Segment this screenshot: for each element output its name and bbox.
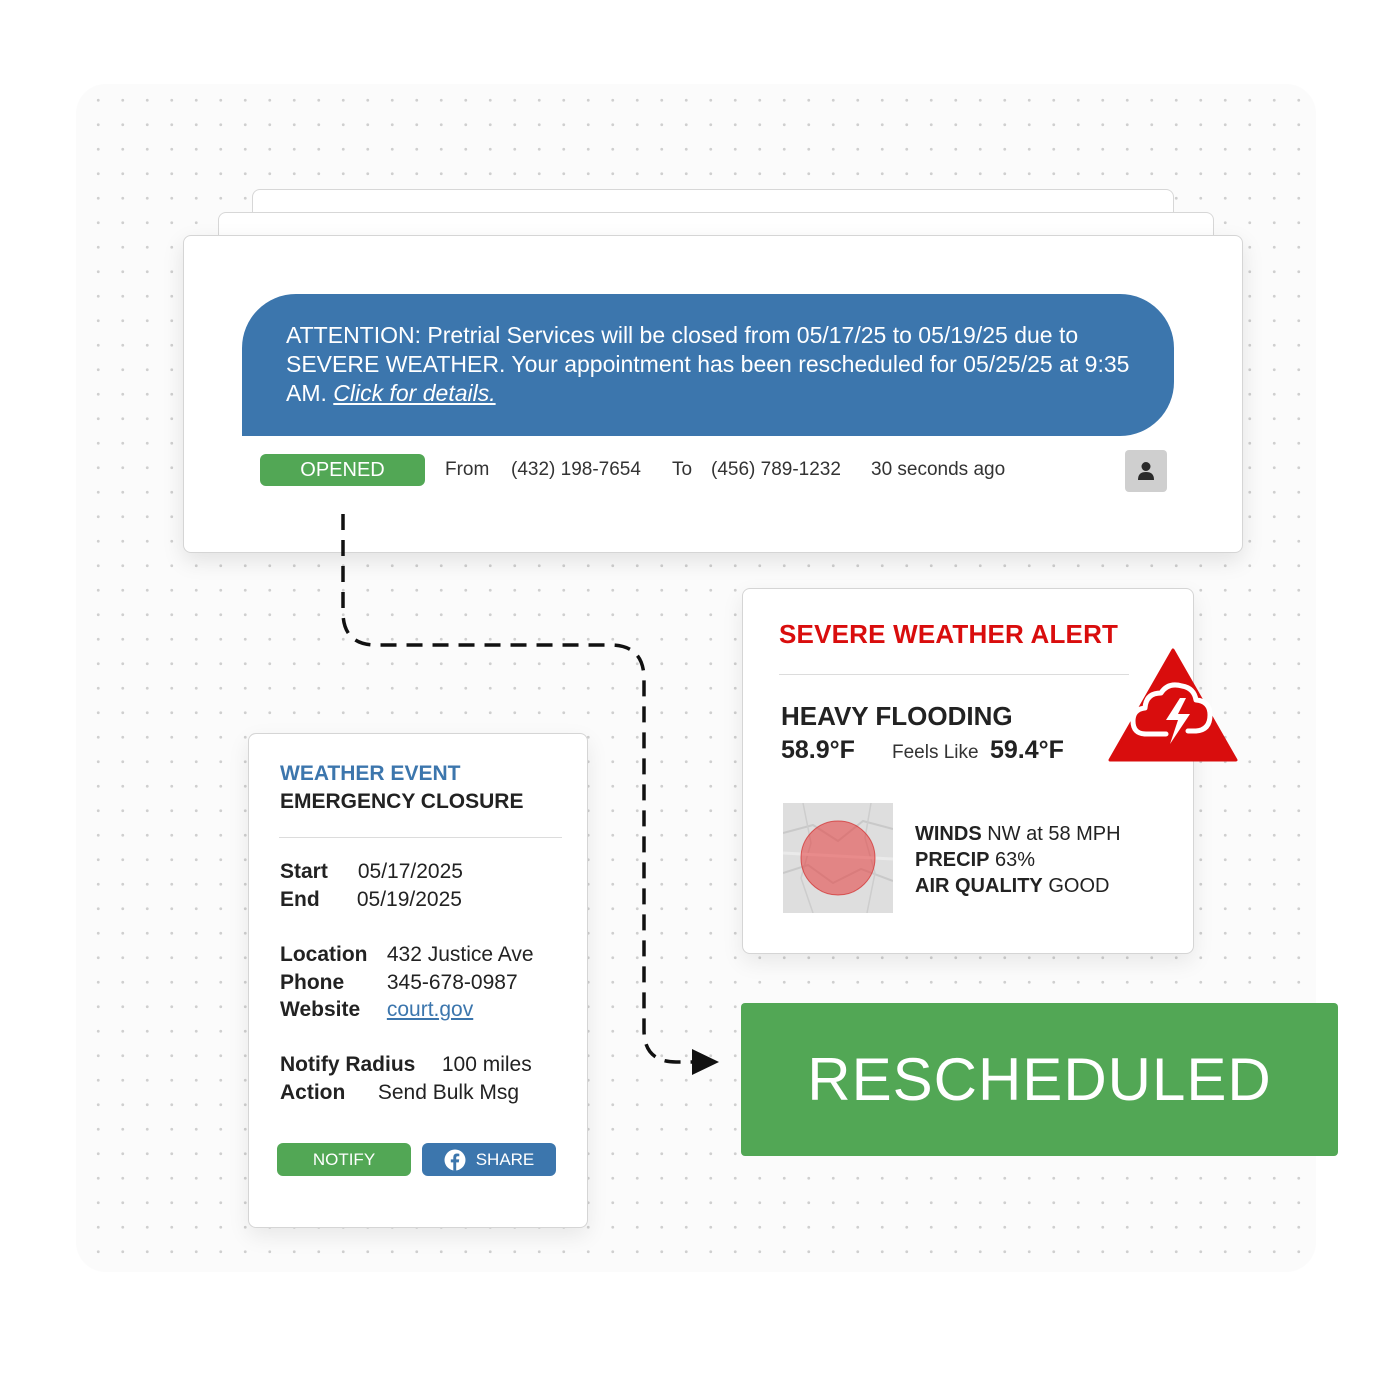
location-value: 432 Justice Ave [386, 943, 534, 966]
end-label: End [280, 888, 320, 911]
location-label: Location [280, 943, 368, 966]
air-quality-value: GOOD [1048, 875, 1110, 897]
weather-alert-card [742, 588, 1194, 954]
precip-value: 63% [995, 849, 1036, 871]
event-website-row [280, 998, 473, 1022]
message-meta-row [260, 454, 1170, 486]
event-action-row [280, 1081, 519, 1105]
notify-radius-label: Notify Radius [280, 1053, 416, 1076]
event-location-row [280, 943, 534, 967]
event-subtitle: EMERGENCY CLOSURE [280, 790, 524, 813]
phone-label: Phone [280, 971, 345, 994]
start-value: 05/17/2025 [357, 860, 463, 883]
from-label: From [445, 459, 490, 480]
to-number: (456) 789-1232 [711, 459, 841, 480]
winds-label: WINDS [915, 823, 982, 845]
event-phone-row [280, 971, 518, 995]
notify-button[interactable]: NOTIFY [277, 1143, 411, 1176]
rescheduled-status-banner: RESCHEDULED [741, 1003, 1338, 1156]
share-button-label: SHARE [475, 1150, 535, 1169]
feels-like-label: Feels Like [892, 742, 979, 763]
sms-message-card [183, 235, 1243, 553]
website-link[interactable]: court.gov [386, 998, 474, 1021]
air-quality-label: AIR QUALITY [915, 875, 1043, 897]
event-start-row [280, 860, 463, 884]
facebook-icon [444, 1149, 466, 1171]
action-value: Send Bulk Msg [377, 1081, 520, 1104]
storm-warning-icon [1108, 648, 1238, 762]
feels-like-value: 59.4°F [990, 736, 1064, 764]
message-text: ATTENTION: Pretrial Services will be closed from 05/17/25 to 05/19/25 due to SEVERE WEATHER. Your appointment has been rescheduled for 05/25/25 at 9:35 AM. [286, 322, 1130, 406]
phone-value: 345-678-0987 [386, 971, 518, 994]
timestamp: 30 seconds ago [871, 459, 1006, 480]
status-badge: OPENED [260, 454, 425, 486]
radius-map-thumbnail [783, 803, 893, 913]
website-label: Website [280, 998, 361, 1021]
event-title: WEATHER EVENT [280, 762, 461, 785]
from-number: (432) 198-7654 [511, 459, 641, 480]
alert-temperature: 58.9°F [781, 736, 855, 764]
contact-button[interactable] [1125, 450, 1167, 492]
precip-label: PRECIP [915, 849, 990, 871]
alert-divider [779, 674, 1129, 675]
details-link[interactable]: Click for details. [333, 380, 496, 406]
alert-condition: HEAVY FLOODING [781, 701, 1013, 731]
share-button[interactable] [422, 1143, 556, 1176]
start-label: Start [280, 860, 328, 883]
event-divider [279, 837, 562, 838]
end-value: 05/19/2025 [356, 888, 462, 911]
winds-value: NW at 58 MPH [987, 823, 1121, 845]
event-radius-row [280, 1053, 532, 1077]
weather-stats [915, 821, 1121, 899]
action-label: Action [280, 1081, 346, 1104]
to-label: To [672, 459, 693, 480]
notify-radius-value: 100 miles [441, 1053, 532, 1076]
person-icon [1137, 461, 1155, 481]
alert-title: SEVERE WEATHER ALERT [779, 619, 1119, 649]
weather-event-card [248, 733, 588, 1228]
message-bubble [242, 294, 1174, 436]
event-end-row [280, 888, 462, 912]
